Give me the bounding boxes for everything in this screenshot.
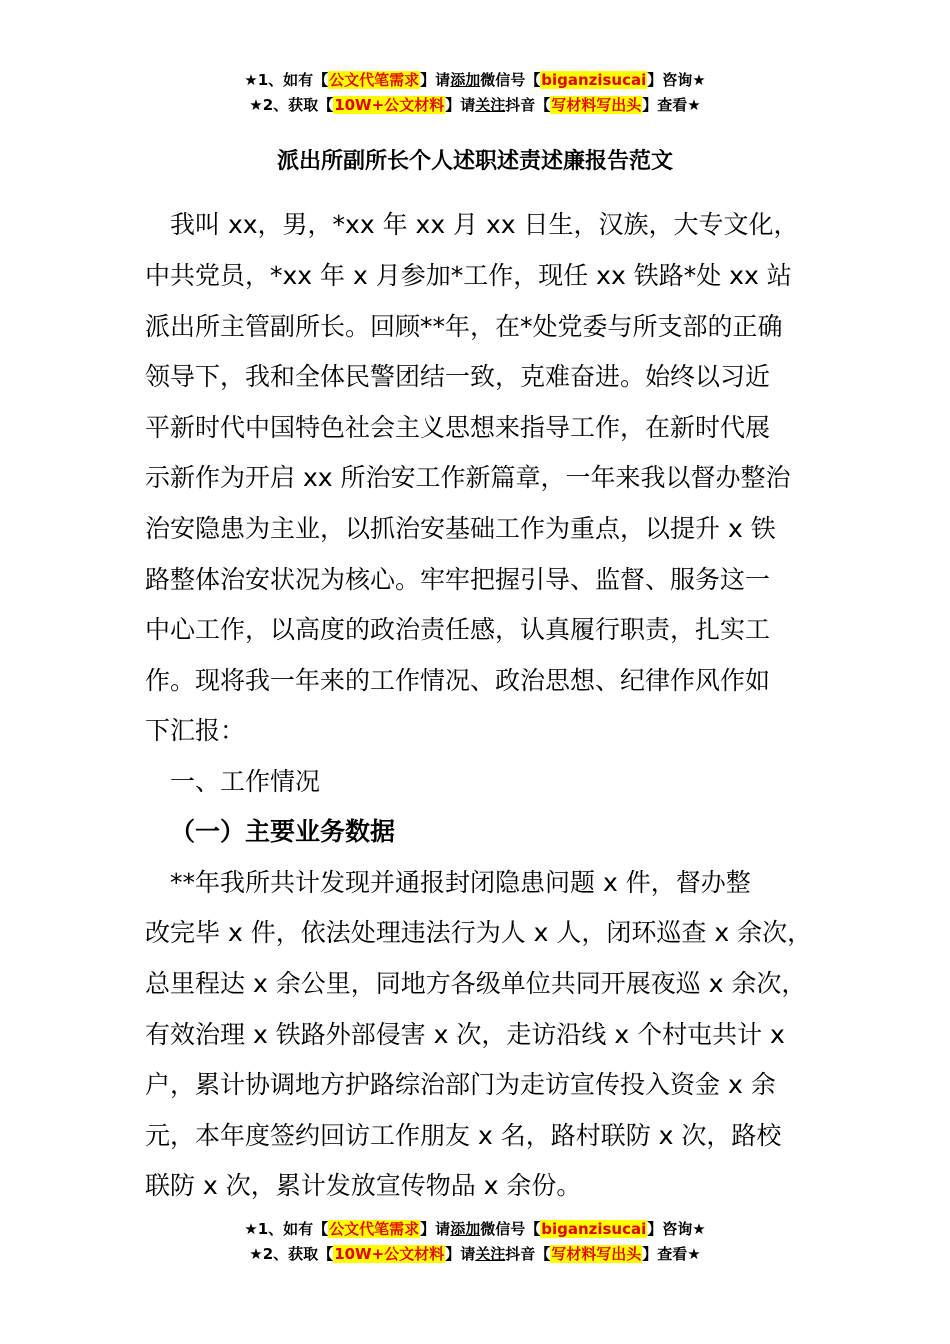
promo-text: 】请 xyxy=(445,1245,476,1263)
body-line: 改完毕 x 件，依法处理违法行为人 x 人，闭环巡查 x 余次， xyxy=(145,918,813,947)
promo-text: 】请 xyxy=(445,96,476,114)
promo-highlight: 写材料写出头 xyxy=(551,1245,642,1263)
promo-highlight: biganzisucai xyxy=(541,1220,647,1238)
body-line: 领导下，我和全体民警团结一致，克难奋进。始终以习近 xyxy=(145,362,771,391)
promo-text: ★2、获取【 xyxy=(249,96,334,114)
body-line: **年我所共计发现并通报封闭隐患问题 x 件，督办整 xyxy=(145,868,751,897)
promo-text: 】查看★ xyxy=(642,1245,701,1263)
promo-highlight: biganzisucai xyxy=(541,71,647,89)
promo-underline: 关注 xyxy=(475,96,506,114)
body-line: 治安隐患为主业，以抓治安基础工作为重点，以提升 x 铁 xyxy=(145,514,776,543)
promo-text: 微信号【 xyxy=(480,1220,541,1238)
promo-highlight: 公文代笔需求 xyxy=(329,71,420,89)
promo-text: 抖音【 xyxy=(505,1245,551,1263)
promo-text: 微信号【 xyxy=(480,71,541,89)
promo-underline: 添加 xyxy=(450,1220,481,1238)
promo-text: 抖音【 xyxy=(505,96,551,114)
promo-highlight: 写材料写出头 xyxy=(551,96,642,114)
promo-text: ★2、获取【 xyxy=(249,1245,334,1263)
promo-text: ★1、如有【 xyxy=(244,1220,329,1238)
body-line: 元，本年度签约回访工作朋友 x 名，路村联防 x 次，路校 xyxy=(145,1121,782,1150)
promo-text: 】查看★ xyxy=(642,96,701,114)
promo-banner-line-1 xyxy=(0,70,950,90)
promo-text: 】请 xyxy=(420,1220,451,1238)
body-line: 联防 x 次，累计发放宣传物品 x 余份。 xyxy=(145,1171,582,1200)
promo-banner-line-2 xyxy=(0,95,950,115)
promo-text: 】请 xyxy=(420,71,451,89)
body-line: 示新作为开启 xx 所治安工作新篇章，一年来我以督办整治 xyxy=(145,463,791,492)
body-line: 路整体治安状况为核心。牢牢把握引导、监督、服务这一 xyxy=(145,565,771,594)
subsection-heading: （一）主要业务数据 xyxy=(170,817,396,846)
promo-underline: 关注 xyxy=(475,1245,506,1263)
promo-text: 】咨询★ xyxy=(647,71,706,89)
promo-text: 】咨询★ xyxy=(647,1220,706,1238)
promo-highlight: 10W+公文材料 xyxy=(334,96,445,114)
document-title: 派出所副所长个人述职述责述廉报告范文 xyxy=(276,149,673,174)
promo-text: ★1、如有【 xyxy=(244,71,329,89)
promo-highlight: 公文代笔需求 xyxy=(329,1220,420,1238)
promo-highlight: 10W+公文材料 xyxy=(334,1245,445,1263)
body-line: 户，累计协调地方护路综治部门为走访宣传投入资金 x 余 xyxy=(145,1070,776,1099)
promo-underline: 添加 xyxy=(450,71,481,89)
body-line: 作。现将我一年来的工作情况、政治思想、纪律作风作如 xyxy=(145,666,771,695)
body-line: 我叫 xx，男，*xx 年 xx 月 xx 日生，汉族，大专文化， xyxy=(145,210,799,239)
promo-footer-line-1 xyxy=(0,1219,950,1239)
body-line: 平新时代中国特色社会主义思想来指导工作，在新时代展 xyxy=(145,413,771,442)
body-line: 有效治理 x 铁路外部侵害 x 次，走访沿线 x 个村屯共计 x xyxy=(145,1020,785,1049)
section-heading: 一、工作情况 xyxy=(145,767,321,796)
body-line: 总里程达 x 余公里，同地方各级单位共同开展夜巡 x 余次， xyxy=(145,969,807,998)
body-line: 派出所主管副所长。回顾**年，在*处党委与所支部的正确 xyxy=(145,312,783,341)
body-line: 下汇报： xyxy=(145,716,246,745)
body-line: 中共党员，*xx 年 x 月参加*工作，现任 xx 铁路*处 xx 站 xyxy=(145,261,792,290)
promo-footer-line-2 xyxy=(0,1244,950,1264)
body-line: 中心工作，以高度的政治责任感，认真履行职责，扎实工 xyxy=(145,615,771,644)
